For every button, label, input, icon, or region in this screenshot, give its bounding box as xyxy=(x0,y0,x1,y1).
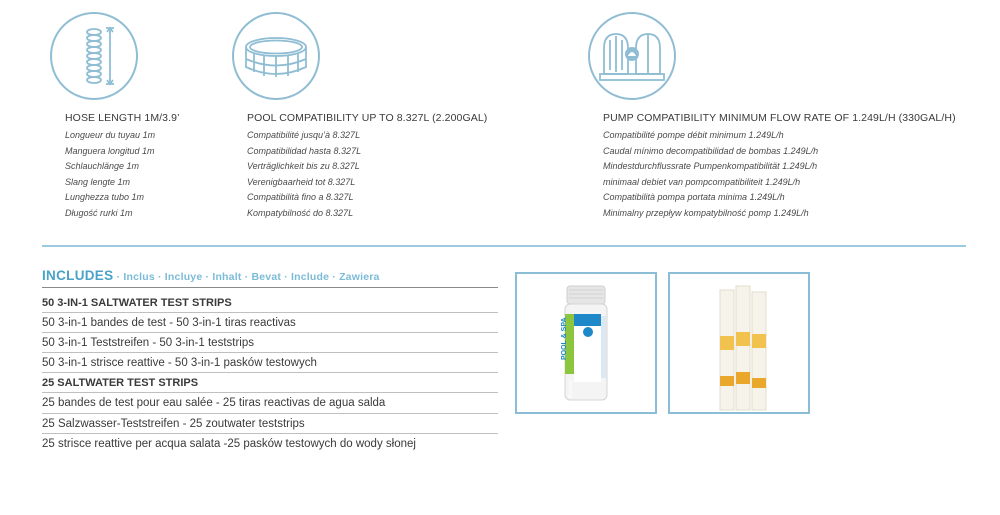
list-item: 25 bandes de test pour eau salée - 25 tiras reactivas de agua salda xyxy=(42,393,498,413)
list-item: 25 strisce reattive per acqua salata -25 pasków testowych do wody słonej xyxy=(42,437,416,450)
list-item: 50 3-in-1 strisce reattive - 50 3-in-1 pasków testowych xyxy=(42,353,498,373)
spec-line: Minimalny przepływ kompatybilność pomp 1.249L/h xyxy=(603,207,809,218)
spec-line: Compatibilità fino a 8.327L xyxy=(247,192,354,202)
includes-list xyxy=(42,293,498,454)
spec-pump-compatibility xyxy=(603,112,956,221)
list-item: 50 3-in-1 bandes de test - 50 3-in-1 tiras reactivas xyxy=(42,313,498,333)
test-strip xyxy=(720,290,734,410)
includes-title: INCLUDES xyxy=(42,268,114,283)
spec-pool-compatibility xyxy=(247,112,487,221)
spec-line: Slang lengte 1m xyxy=(65,176,131,187)
bottle-image xyxy=(517,274,655,412)
test-strips-photo xyxy=(668,272,810,414)
pump-compatibility-icon xyxy=(588,12,676,100)
spec-line: Compatibilité jusqu’à 8.327L xyxy=(247,130,361,140)
spec-line: Długość rurki 1m xyxy=(65,207,133,218)
spec-hose-length xyxy=(65,112,180,221)
list-item: 50 3-in-1 Teststreifen - 50 3-in-1 teststrips xyxy=(42,333,498,353)
spec-line: Schlauchlänge 1m xyxy=(65,161,140,171)
test-strip-bottle-photo xyxy=(515,272,657,414)
section-divider xyxy=(42,245,966,247)
spec-line: Longueur du tuyau 1m xyxy=(65,130,156,140)
spec-line: Caudal mínimo decompatibilidad de bombas 1.249L/h xyxy=(603,145,819,156)
spec-line: Verenigbaarheid tot 8.327L xyxy=(247,176,356,187)
spec-title: POOL COMPATIBILITY UP TO 8.327L (2.200GAL) xyxy=(247,112,488,124)
spec-line: Mindestdurchflussrate Pumpenkompatibilität 1.249L/h xyxy=(603,161,818,171)
test-strip xyxy=(736,286,750,410)
includes-heading xyxy=(42,268,498,288)
spec-line: Compatibilità pompa portata minima 1.249L/h xyxy=(603,192,785,202)
list-item: 25 Salzwasser-Teststreifen - 25 zoutwater teststrips xyxy=(42,414,498,434)
pump-icon xyxy=(590,14,674,98)
spec-line: Kompatybilność do 8.327L xyxy=(247,207,354,218)
spec-title: PUMP COMPATIBILITY MINIMUM FLOW RATE OF 1.249L/H (330GAL/H) xyxy=(603,112,956,124)
includes-translations: · Inclus · Incluye · Inhalt · Bevat · Include · Zawiera xyxy=(113,271,380,283)
spec-line: Lunghezza tubo 1m xyxy=(65,192,145,202)
list-item: 25 SALTWATER TEST STRIPS xyxy=(42,373,498,393)
spec-line: minimaal debiet van pompcompatibiliteit 1.249L/h xyxy=(603,176,801,187)
spec-line: Verträglichkeit bis zu 8.327L xyxy=(247,161,360,171)
spec-line: Manguera longitud 1m xyxy=(65,145,155,156)
spec-line: Compatibilité pompe débit minimum 1.249L/h xyxy=(603,130,784,140)
bottle-brand-text: Bestway xyxy=(568,379,574,398)
list-item: 50 3-IN-1 SALTWATER TEST STRIPS xyxy=(42,293,498,313)
bottle-label-text: POOL & SPA xyxy=(561,317,568,360)
test-strips-image xyxy=(670,274,808,412)
pool-compatibility-icon xyxy=(232,12,320,100)
hose-coil-icon xyxy=(52,14,136,98)
spec-line: Compatibilidad hasta 8.327L xyxy=(247,145,362,156)
hose-length-icon xyxy=(50,12,138,100)
test-strip xyxy=(752,292,766,410)
spec-title: HOSE LENGTH 1M/3.9’ xyxy=(65,112,180,124)
pool-icon xyxy=(234,14,318,98)
